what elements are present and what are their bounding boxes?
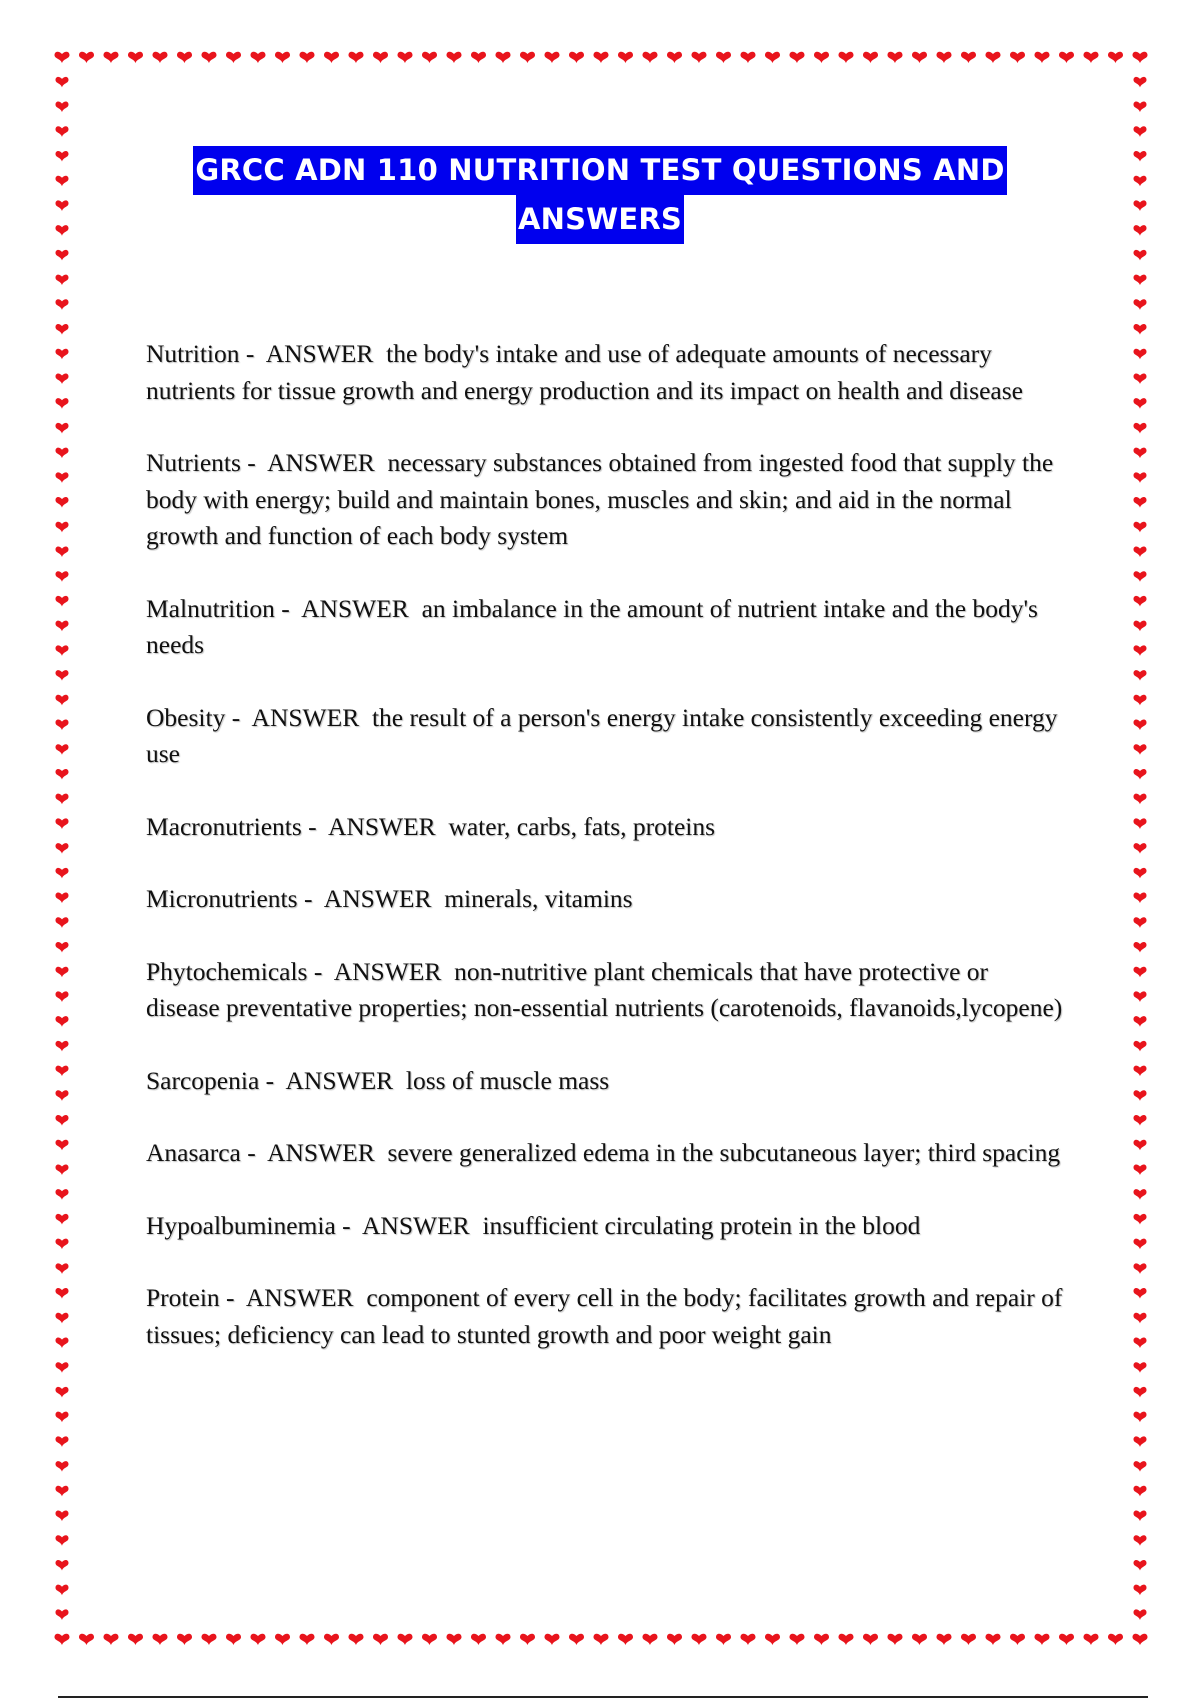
heart-icon bbox=[1134, 126, 1147, 137]
heart-icon bbox=[56, 423, 69, 434]
heart-icon bbox=[1134, 324, 1147, 335]
answer-label: ANSWER bbox=[267, 448, 375, 477]
heart-icon bbox=[56, 695, 69, 706]
heart-icon bbox=[398, 1634, 413, 1645]
heart-icon bbox=[1134, 77, 1147, 88]
heart-icon bbox=[202, 1634, 217, 1645]
entry-spacer bbox=[441, 957, 454, 986]
qa-entry bbox=[146, 336, 1066, 409]
heart-icon bbox=[1134, 1560, 1147, 1571]
heart-icon bbox=[56, 1164, 69, 1175]
heart-icon bbox=[1134, 472, 1147, 483]
heart-icon bbox=[1134, 1461, 1147, 1472]
entry-spacer bbox=[373, 339, 386, 368]
qa-list bbox=[146, 336, 1069, 1389]
heart-icon bbox=[422, 1634, 437, 1645]
heart-icon bbox=[56, 571, 69, 582]
heart-icon bbox=[814, 1634, 829, 1645]
heart-icon bbox=[56, 200, 69, 211]
heart-icon bbox=[1134, 200, 1147, 211]
heart-icon bbox=[692, 52, 707, 63]
heart-icon bbox=[56, 522, 69, 533]
heart-icon bbox=[56, 991, 69, 1002]
qa-entry bbox=[146, 1135, 1066, 1172]
heart-icon bbox=[716, 1634, 731, 1645]
heart-icon bbox=[839, 52, 854, 63]
heart-icon bbox=[520, 1634, 535, 1645]
qa-entry bbox=[146, 881, 1066, 918]
heart-icon bbox=[888, 52, 903, 63]
title-line-1: GRCC ADN 110 NUTRITION TEST QUESTIONS AND bbox=[193, 146, 1006, 195]
heart-icon bbox=[1134, 1412, 1147, 1423]
heart-icon bbox=[496, 52, 511, 63]
heart-icon bbox=[373, 52, 388, 63]
heart-icon bbox=[1134, 1337, 1147, 1348]
heart-icon bbox=[1134, 794, 1147, 805]
heart-icon bbox=[56, 744, 69, 755]
heart-icon bbox=[863, 52, 878, 63]
entry-term: Micronutrients bbox=[146, 884, 298, 913]
heart-icon bbox=[56, 176, 69, 187]
entry-dash: - bbox=[274, 593, 302, 623]
heart-icon bbox=[1035, 52, 1050, 63]
heart-icon bbox=[251, 52, 266, 63]
heart-icon bbox=[56, 1016, 69, 1027]
heart-icon bbox=[128, 52, 143, 63]
heart-icon bbox=[1134, 102, 1147, 113]
heart-icon bbox=[56, 596, 69, 607]
heart-icon bbox=[56, 769, 69, 780]
heart-icon bbox=[961, 1634, 976, 1645]
qa-entry bbox=[146, 591, 1066, 664]
heart-icon bbox=[1134, 275, 1147, 286]
answer-label: ANSWER bbox=[265, 339, 374, 368]
heart-icon bbox=[56, 151, 69, 162]
heart-icon bbox=[56, 1090, 69, 1101]
entry-definition: non-nutritive plant chemicals that have protective or disease preventative properties; non-essential nutrients (carotenoids, flavanoids,lycopene) bbox=[146, 956, 1063, 1022]
answer-label: ANSWER bbox=[285, 1065, 394, 1095]
heart-icon bbox=[324, 52, 339, 63]
heart-icon bbox=[56, 1585, 69, 1596]
heart-icon bbox=[56, 1263, 69, 1274]
heart-icon bbox=[56, 818, 69, 829]
entry-definition: severe generalized edema in the subcutaneous layer; third spacing bbox=[387, 1138, 1061, 1167]
heart-icon bbox=[790, 1634, 805, 1645]
heart-icon bbox=[1134, 744, 1147, 755]
heart-icon bbox=[275, 52, 290, 63]
heart-icon bbox=[1134, 522, 1147, 533]
heart-icon bbox=[1108, 1634, 1123, 1645]
heart-icon bbox=[422, 52, 437, 63]
heart-icon bbox=[594, 1634, 609, 1645]
entry-spacer bbox=[375, 448, 388, 477]
heart-icon bbox=[177, 52, 192, 63]
heart-icon bbox=[56, 349, 69, 360]
entry-term: Anasarca bbox=[146, 1138, 241, 1167]
heart-icon bbox=[56, 893, 69, 904]
entry-definition: loss of muscle mass bbox=[405, 1065, 610, 1095]
heart-icon bbox=[226, 52, 241, 63]
entry-definition: insufficient circulating protein in the blood bbox=[482, 1210, 921, 1240]
entry-term: Protein bbox=[146, 1283, 220, 1312]
heart-icon bbox=[56, 373, 69, 384]
entry-dash: - bbox=[301, 811, 329, 841]
entry-dash: - bbox=[240, 1138, 268, 1167]
heart-icon bbox=[1134, 621, 1147, 632]
heart-icon bbox=[56, 324, 69, 335]
answer-label: ANSWER bbox=[328, 811, 436, 841]
heart-icon bbox=[888, 1634, 903, 1645]
entry-dash: - bbox=[335, 1210, 363, 1240]
heart-icon bbox=[56, 1140, 69, 1151]
heart-icon bbox=[1134, 843, 1147, 854]
heart-icon bbox=[1134, 818, 1147, 829]
heart-icon bbox=[741, 52, 756, 63]
heart-icon bbox=[643, 1634, 658, 1645]
heart-icon bbox=[1134, 1189, 1147, 1200]
heart-icon bbox=[1134, 1313, 1147, 1324]
heart-icon bbox=[1059, 52, 1074, 63]
heart-icon bbox=[56, 1041, 69, 1052]
heart-icon bbox=[765, 52, 780, 63]
heart-icon bbox=[202, 52, 217, 63]
heart-icon bbox=[1133, 52, 1148, 63]
heart-icon bbox=[56, 1486, 69, 1497]
heart-icon bbox=[1134, 670, 1147, 681]
entry-spacer bbox=[359, 703, 372, 732]
heart-icon bbox=[569, 52, 584, 63]
heart-icon bbox=[1134, 1214, 1147, 1225]
heart-icon bbox=[1134, 917, 1147, 928]
heart-icon bbox=[569, 1634, 584, 1645]
heart-icon bbox=[814, 52, 829, 63]
entry-spacer bbox=[375, 1138, 388, 1167]
heart-icon bbox=[1134, 497, 1147, 508]
heart-icon bbox=[618, 1634, 633, 1645]
heart-icon bbox=[471, 1634, 486, 1645]
heart-icon bbox=[56, 1239, 69, 1250]
heart-icon bbox=[986, 1634, 1001, 1645]
heart-icon bbox=[373, 1634, 388, 1645]
entry-definition: necessary substances obtained from ingested food that supply the body with energy; build and maintain bones, muscles and skin; and aid in the normal growth and function of each body system bbox=[146, 448, 1060, 550]
heart-icon bbox=[790, 52, 805, 63]
heart-icon bbox=[104, 1634, 119, 1645]
answer-label: ANSWER bbox=[251, 702, 360, 732]
heart-icon bbox=[56, 225, 69, 236]
entry-dash: - bbox=[307, 956, 334, 986]
entry-term: Nutrition bbox=[146, 339, 240, 368]
heart-icon bbox=[56, 1288, 69, 1299]
heart-icon bbox=[349, 52, 364, 63]
heart-icon bbox=[667, 52, 682, 63]
heart-icon bbox=[56, 275, 69, 286]
qa-entry bbox=[146, 700, 1066, 773]
heart-icon bbox=[667, 1634, 682, 1645]
heart-icon bbox=[177, 1634, 192, 1645]
heart-icon bbox=[56, 1337, 69, 1348]
heart-icon bbox=[1134, 546, 1147, 557]
heart-icon bbox=[56, 1066, 69, 1077]
qa-entry bbox=[146, 954, 1066, 1027]
heart-icon bbox=[55, 1634, 70, 1645]
heart-icon bbox=[56, 102, 69, 113]
heart-icon bbox=[471, 52, 486, 63]
heart-icon bbox=[1134, 1535, 1147, 1546]
qa-entry bbox=[146, 809, 1066, 846]
heart-icon bbox=[741, 1634, 756, 1645]
heart-icon bbox=[56, 621, 69, 632]
heart-icon bbox=[447, 52, 462, 63]
answer-label: ANSWER bbox=[333, 956, 442, 986]
heart-icon bbox=[1134, 151, 1147, 162]
heart-icon bbox=[1134, 1090, 1147, 1101]
heart-icon bbox=[226, 1634, 241, 1645]
heart-icon bbox=[1134, 1066, 1147, 1077]
heart-icon bbox=[1059, 1634, 1074, 1645]
entry-dash: - bbox=[225, 702, 252, 732]
heart-icon bbox=[1134, 868, 1147, 879]
heart-icon bbox=[56, 843, 69, 854]
heart-icon bbox=[1134, 1041, 1147, 1052]
heart-icon bbox=[1134, 942, 1147, 953]
entry-dash: - bbox=[240, 448, 268, 477]
heart-icon bbox=[153, 1634, 168, 1645]
heart-icon bbox=[1035, 1634, 1050, 1645]
heart-icon bbox=[251, 1634, 266, 1645]
document-title bbox=[150, 146, 1050, 244]
heart-icon bbox=[545, 1634, 560, 1645]
heart-icon bbox=[56, 1362, 69, 1373]
qa-entry bbox=[146, 1063, 1066, 1100]
heart-icon bbox=[1134, 225, 1147, 236]
entry-term: Obesity bbox=[146, 702, 226, 732]
heart-icon bbox=[56, 1511, 69, 1522]
heart-icon bbox=[1134, 1263, 1147, 1274]
heart-icon bbox=[128, 1634, 143, 1645]
heart-icon bbox=[56, 720, 69, 731]
entry-definition: water, carbs, fats, proteins bbox=[448, 811, 716, 841]
heart-icon bbox=[56, 1609, 69, 1620]
heart-icon bbox=[1134, 1239, 1147, 1250]
heart-icon bbox=[55, 52, 70, 63]
heart-icon bbox=[398, 52, 413, 63]
heart-icon bbox=[56, 299, 69, 310]
heart-icon bbox=[1134, 1140, 1147, 1151]
heart-icon bbox=[1108, 52, 1123, 63]
heart-icon bbox=[153, 52, 168, 63]
footer-rule bbox=[58, 1696, 1148, 1698]
heart-icon bbox=[56, 794, 69, 805]
entry-term: Macronutrients bbox=[146, 811, 302, 841]
entry-spacer bbox=[409, 594, 422, 623]
heart-icon bbox=[1134, 1585, 1147, 1596]
entry-definition: component of every cell in the body; facilitates growth and repair of tissues; deficiency can lead to stunted growth and poor weight gain bbox=[146, 1283, 1069, 1349]
heart-icon bbox=[1134, 695, 1147, 706]
heart-icon bbox=[56, 1436, 69, 1447]
heart-icon bbox=[56, 77, 69, 88]
entry-spacer bbox=[393, 1066, 406, 1095]
heart-icon bbox=[56, 942, 69, 953]
heart-icon bbox=[937, 52, 952, 63]
heart-icon bbox=[56, 1461, 69, 1472]
heart-icon bbox=[1134, 645, 1147, 656]
heart-icon bbox=[56, 670, 69, 681]
qa-entry bbox=[146, 1208, 1066, 1245]
heart-icon bbox=[1133, 1634, 1148, 1645]
heart-icon bbox=[56, 1189, 69, 1200]
entry-spacer bbox=[470, 1211, 483, 1240]
heart-icon bbox=[594, 52, 609, 63]
entry-definition: minerals, vitamins bbox=[444, 884, 633, 913]
heart-icon bbox=[986, 52, 1001, 63]
heart-icon bbox=[56, 645, 69, 656]
heart-icon bbox=[1134, 720, 1147, 731]
heart-icon bbox=[1134, 1609, 1147, 1620]
heart-icon bbox=[545, 52, 560, 63]
entry-term: Phytochemicals bbox=[146, 956, 308, 986]
heart-icon bbox=[912, 1634, 927, 1645]
heart-icon bbox=[1134, 1288, 1147, 1299]
answer-label: ANSWER bbox=[323, 884, 432, 913]
heart-icon bbox=[56, 448, 69, 459]
heart-icon bbox=[1134, 176, 1147, 187]
entry-term: Sarcopenia bbox=[146, 1065, 260, 1095]
entry-spacer bbox=[431, 884, 444, 913]
heart-icon bbox=[1134, 250, 1147, 261]
entry-definition: an imbalance in the amount of nutrient intake and the body's needs bbox=[146, 593, 1045, 659]
heart-icon bbox=[56, 250, 69, 261]
heart-icon bbox=[765, 1634, 780, 1645]
heart-icon bbox=[1134, 1436, 1147, 1447]
entry-term: Hypoalbuminemia bbox=[146, 1210, 336, 1240]
heart-icon bbox=[496, 1634, 511, 1645]
heart-icon bbox=[56, 472, 69, 483]
heart-icon bbox=[520, 52, 535, 63]
heart-icon bbox=[56, 868, 69, 879]
heart-icon bbox=[1010, 52, 1025, 63]
heart-icon bbox=[300, 1634, 315, 1645]
heart-icon bbox=[1010, 1634, 1025, 1645]
heart-icon bbox=[349, 1634, 364, 1645]
heart-icon bbox=[1134, 1164, 1147, 1175]
heart-icon bbox=[56, 126, 69, 137]
heart-icon bbox=[56, 1535, 69, 1546]
heart-icon bbox=[56, 1214, 69, 1225]
heart-icon bbox=[56, 1387, 69, 1398]
heart-icon bbox=[275, 1634, 290, 1645]
heart-icon bbox=[1134, 967, 1147, 978]
heart-icon bbox=[56, 398, 69, 409]
heart-icon bbox=[79, 1634, 94, 1645]
heart-icon bbox=[1134, 1387, 1147, 1398]
entry-definition: the result of a person's energy intake consistently exceeding energy use bbox=[146, 702, 1064, 768]
heart-icon bbox=[56, 546, 69, 557]
heart-icon bbox=[56, 1115, 69, 1126]
heart-icon bbox=[1134, 1486, 1147, 1497]
heart-icon bbox=[56, 967, 69, 978]
heart-icon bbox=[618, 52, 633, 63]
heart-icon bbox=[104, 52, 119, 63]
qa-entry bbox=[146, 1280, 1069, 1353]
heart-icon bbox=[839, 1634, 854, 1645]
answer-label: ANSWER bbox=[301, 593, 409, 623]
heart-icon bbox=[1134, 1115, 1147, 1126]
heart-icon bbox=[1134, 769, 1147, 780]
entry-spacer bbox=[354, 1283, 367, 1312]
heart-icon bbox=[643, 52, 658, 63]
heart-icon bbox=[56, 917, 69, 928]
answer-label: ANSWER bbox=[245, 1283, 354, 1312]
entry-dash: - bbox=[219, 1283, 246, 1312]
heart-icon bbox=[1134, 398, 1147, 409]
entry-dash: - bbox=[297, 884, 324, 913]
heart-icon bbox=[1134, 991, 1147, 1002]
heart-icon bbox=[1084, 52, 1099, 63]
heart-icon bbox=[1134, 1362, 1147, 1373]
heart-icon bbox=[961, 52, 976, 63]
heart-icon bbox=[300, 52, 315, 63]
heart-icon bbox=[1134, 893, 1147, 904]
heart-icon bbox=[692, 1634, 707, 1645]
entry-dash: - bbox=[259, 1065, 286, 1095]
heart-icon bbox=[56, 1560, 69, 1571]
heart-icon bbox=[1134, 299, 1147, 310]
heart-icon bbox=[716, 52, 731, 63]
heart-icon bbox=[1134, 596, 1147, 607]
entry-definition: the body's intake and use of adequate amounts of necessary nutrients for tissue growth and energy production and its impact on health and disease bbox=[146, 339, 1023, 405]
entry-dash: - bbox=[239, 339, 266, 368]
heart-icon bbox=[447, 1634, 462, 1645]
entry-term: Malnutrition bbox=[146, 593, 275, 623]
heart-icon bbox=[1134, 373, 1147, 384]
heart-icon bbox=[937, 1634, 952, 1645]
heart-icon bbox=[56, 497, 69, 508]
heart-icon bbox=[56, 1412, 69, 1423]
heart-icon bbox=[1134, 448, 1147, 459]
heart-icon bbox=[56, 1313, 69, 1324]
heart-icon bbox=[1134, 1016, 1147, 1027]
heart-icon bbox=[1134, 1511, 1147, 1522]
heart-icon bbox=[1134, 349, 1147, 360]
heart-icon bbox=[79, 52, 94, 63]
entry-spacer bbox=[436, 812, 449, 841]
heart-icon bbox=[324, 1634, 339, 1645]
title-line-2: ANSWERS bbox=[516, 195, 684, 244]
heart-icon bbox=[1084, 1634, 1099, 1645]
qa-entry bbox=[146, 445, 1066, 555]
heart-icon bbox=[863, 1634, 878, 1645]
heart-icon bbox=[1134, 423, 1147, 434]
answer-label: ANSWER bbox=[362, 1210, 470, 1240]
entry-term: Nutrients bbox=[146, 448, 241, 477]
heart-icon bbox=[1134, 571, 1147, 582]
heart-icon bbox=[912, 52, 927, 63]
answer-label: ANSWER bbox=[267, 1138, 375, 1167]
